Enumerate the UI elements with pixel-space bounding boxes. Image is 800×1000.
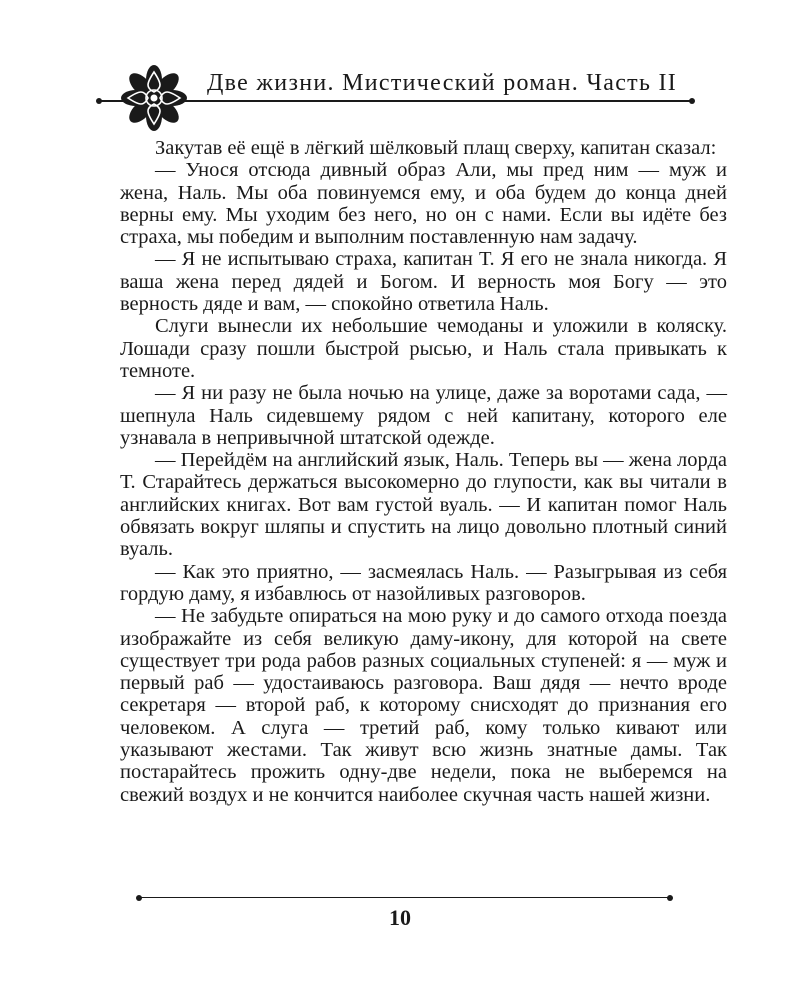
paragraph: — Перейдём на английский язык, Наль. Теперь вы — жена лорда Т. Старайтесь держаться высокомерно до глупости, как вы читали в английских книгах. Вот вам густой вуаль. — И капитан помог Наль обвязать вокруг шляпы и спустить на лицо довольно плотный синий вуаль.: [120, 449, 727, 561]
footer-rule-left-dot: [136, 895, 142, 901]
footer-rule: [140, 897, 670, 898]
footer-rule-right-dot: [667, 895, 673, 901]
paragraph: Слуги вынесли их небольшие чемоданы и уложили в коляску. Лошади сразу пошли быстрой рысью, и Наль стала привыкать к темноте.: [120, 315, 727, 382]
header-rule-right-dot: [689, 98, 695, 104]
paragraph: — Не забудьте опираться на мою руку и до самого отхода поезда изображайте из себя великую даму-икону, для которой на свете существует три рода рабов разных социальных ступеней: я — муж и первый раб — удостаиваюсь разговора. Ваш дядя — нечто вроде секретаря — второй раб, к которому снисходят до признания его человеком. А слуга — третий раб, кому только кивают или указывают жестами. Так живут всю жизнь знатные дамы. Так постарайтесь прожить одну-две недели, пока не выберемся на свежий воздух и не кончится наиболее скучная часть нашей жизни.: [120, 605, 727, 806]
page-number: 10: [389, 905, 411, 930]
page-body: [120, 137, 727, 806]
paragraph: — Унося отсюда дивный образ Али, мы пред ним — муж и жена, Наль. Мы оба повинуемся ему, и оба будем до конца дней верны ему. Мы уходим без него, но он с нами. Если вы идёте без страха, мы победим и выполним поставленную нам задачу.: [120, 159, 727, 249]
running-title: Две жизни. Мистический роман. Часть II: [207, 70, 678, 96]
header-rule-left-dot: [96, 98, 102, 104]
paragraph: — Я не испытываю страха, капитан Т. Я его не знала никогда. Я ваша жена перед дядей и Богом. И верность моя Богу — это верность дяде и вам, — спокойно ответила Наль.: [120, 248, 727, 316]
paragraph: Закутав её ещё в лёгкий шёлковый плащ сверху, капитан сказал:: [155, 137, 717, 159]
lotus-ornament-icon: [118, 62, 190, 134]
paragraph: — Как это приятно, — засмеялась Наль. — Разыгрывая из себя гордую даму, я избавлюсь от назойливых разговоров.: [120, 560, 727, 605]
paragraph: — Я ни разу не была ночью на улице, даже за воротами сада, — шепнула Наль сидевшему рядом с ней капитану, которого еле узнавала в непривычной штатской одежде.: [120, 382, 727, 449]
